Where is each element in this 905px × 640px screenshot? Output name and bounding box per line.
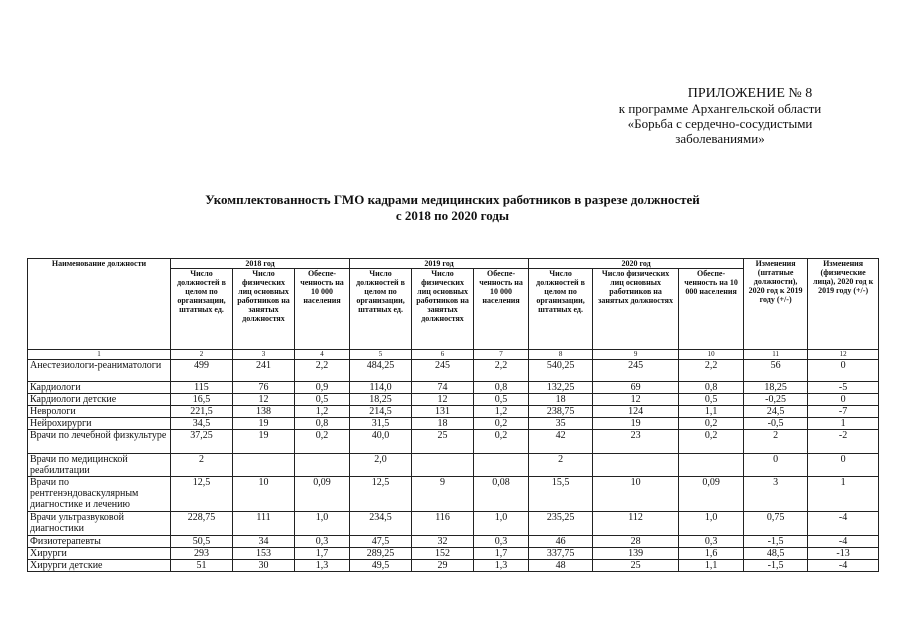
value-cell: 10 [233,477,295,512]
table-row [28,560,879,572]
value-cell: 25 [593,560,679,572]
value-cell: 0 [808,394,879,406]
value-cell: 74 [412,382,474,394]
value-cell: 0 [808,454,879,477]
header-2020-staff-units: Число должностей в целом по организации, штатных ед. [529,269,593,350]
appendix-line-1: к программе Архангельской области [618,101,822,116]
document-title-line-2: с 2018 по 2020 годы [395,208,510,223]
value-cell: 35 [529,418,593,430]
staffing-table [27,258,879,572]
table-row [28,454,879,477]
value-cell [233,454,295,477]
value-cell: 0 [744,454,808,477]
value-cell: 111 [233,512,295,536]
value-cell: 234,5 [350,512,412,536]
value-cell: 25 [412,430,474,454]
value-cell: -4 [808,560,879,572]
value-cell: 214,5 [350,406,412,418]
header-year-2019: 2019 год [350,259,529,269]
value-cell: 2 [529,454,593,477]
value-cell: 540,25 [529,360,593,382]
value-cell: 1,7 [474,548,529,560]
column-number: 12 [808,350,879,360]
value-cell: 131 [412,406,474,418]
position-name-cell: Неврологи [28,406,171,418]
value-cell: 0,2 [474,430,529,454]
header-2019-staff-units: Число должностей в целом по организации, штатных ед. [350,269,412,350]
header-2018-physical-persons: Число физических лиц основных работников на занятых должностях [233,269,295,350]
value-cell: -1,5 [744,560,808,572]
value-cell: 32 [412,536,474,548]
value-cell: 0,8 [679,382,744,394]
header-position-name: Наименование должности [28,259,171,350]
value-cell: 124 [593,406,679,418]
value-cell: 2,2 [474,360,529,382]
value-cell: 51 [171,560,233,572]
value-cell [679,454,744,477]
value-cell: 0,5 [679,394,744,406]
value-cell: 40,0 [350,430,412,454]
value-cell [295,454,350,477]
value-cell: 114,0 [350,382,412,394]
value-cell: 1,1 [679,406,744,418]
position-name-cell: Хирурги детские [28,560,171,572]
value-cell: 47,5 [350,536,412,548]
header-2020-provision: Обеспе-ченность на 10 000 населения [679,269,744,350]
value-cell: 49,5 [350,560,412,572]
header-2019-physical-persons: Число физических лиц основных работников на занятых должностях [412,269,474,350]
appendix-block [560,86,880,146]
value-cell: 235,25 [529,512,593,536]
value-cell: 0,9 [295,382,350,394]
position-name-cell: Врачи по рентгенэндоваскулярным диагностике и лечению [28,477,171,512]
value-cell: 29 [412,560,474,572]
value-cell: 1,7 [295,548,350,560]
value-cell: 0,2 [679,430,744,454]
value-cell: 18 [412,418,474,430]
value-cell: 2 [171,454,233,477]
value-cell: 2,0 [350,454,412,477]
position-name-cell: Кардиологи [28,382,171,394]
value-cell: -5 [808,382,879,394]
value-cell: 19 [233,430,295,454]
value-cell: 1,0 [474,512,529,536]
value-cell: 0,3 [679,536,744,548]
value-cell: 28 [593,536,679,548]
value-cell: 19 [233,418,295,430]
table-row [28,477,879,512]
value-cell: -2 [808,430,879,454]
value-cell: 76 [233,382,295,394]
value-cell: 2,2 [679,360,744,382]
header-2018-provision: Обеспе-ченность на 10 000 населения [295,269,350,350]
value-cell: 221,5 [171,406,233,418]
value-cell: -0,25 [744,394,808,406]
column-number: 1 [28,350,171,360]
header-change-phys: Изменения (физические лица), 2020 год к 2019 году (+/-) [808,259,879,350]
value-cell: 115 [171,382,233,394]
column-number: 8 [529,350,593,360]
value-cell: 42 [529,430,593,454]
column-number: 4 [295,350,350,360]
value-cell: 1,0 [679,512,744,536]
table-row [28,430,879,454]
value-cell: -7 [808,406,879,418]
appendix-line-3: заболеваниями» [675,131,765,146]
staffing-table-body [28,360,879,572]
value-cell [474,454,529,477]
position-name-cell: Физиотерапевты [28,536,171,548]
value-cell: 1,6 [679,548,744,560]
value-cell: 153 [233,548,295,560]
document-title-line-1: Укомплектованность ГМО кадрами медицинских работников в разрезе должностей [205,192,700,207]
value-cell: 18 [529,394,593,406]
column-number: 9 [593,350,679,360]
value-cell: 0,08 [474,477,529,512]
value-cell: 0,3 [474,536,529,548]
value-cell: 12 [593,394,679,406]
value-cell: 0,2 [474,418,529,430]
position-name-cell: Нейрохирурги [28,418,171,430]
value-cell: 139 [593,548,679,560]
table-row [28,536,879,548]
value-cell: 31,5 [350,418,412,430]
table-row [28,548,879,560]
value-cell: 56 [744,360,808,382]
table-row [28,360,879,382]
table-row [28,512,879,536]
value-cell: -1,5 [744,536,808,548]
value-cell: 15,5 [529,477,593,512]
position-name-cell: Анестезиологи-реаниматологи [28,360,171,382]
position-name-cell: Хирурги [28,548,171,560]
value-cell: 23 [593,430,679,454]
value-cell: 245 [412,360,474,382]
value-cell: 0,8 [295,418,350,430]
value-cell: 12 [233,394,295,406]
value-cell [593,454,679,477]
value-cell: 18,25 [744,382,808,394]
position-name-cell: Врачи ультразвуковой диагностики [28,512,171,536]
value-cell [412,454,474,477]
value-cell: 2,2 [295,360,350,382]
value-cell: 12,5 [171,477,233,512]
value-cell: 0,5 [295,394,350,406]
value-cell: 138 [233,406,295,418]
header-2018-staff-units: Число должностей в целом по организации, штатных ед. [171,269,233,350]
value-cell: 1 [808,477,879,512]
table-row [28,394,879,406]
value-cell: 112 [593,512,679,536]
column-number: 3 [233,350,295,360]
value-cell: 37,25 [171,430,233,454]
position-name-cell: Врачи по лечебной физкультуре [28,430,171,454]
value-cell: 241 [233,360,295,382]
value-cell: 24,5 [744,406,808,418]
column-number: 2 [171,350,233,360]
table-row [28,418,879,430]
position-name-cell: Врачи по медицинской реабилитации [28,454,171,477]
column-number: 7 [474,350,529,360]
column-number: 11 [744,350,808,360]
column-number: 10 [679,350,744,360]
value-cell: 1,3 [474,560,529,572]
value-cell: 0,3 [295,536,350,548]
value-cell: 10 [593,477,679,512]
header-2020-physical-persons: Число физических лиц основных работников на занятых должностях [593,269,679,350]
value-cell: 16,5 [171,394,233,406]
value-cell: 1,1 [679,560,744,572]
table-row [28,406,879,418]
value-cell: 30 [233,560,295,572]
value-cell: 12 [412,394,474,406]
value-cell: 289,25 [350,548,412,560]
value-cell: -4 [808,512,879,536]
value-cell: 0,8 [474,382,529,394]
value-cell: 19 [593,418,679,430]
value-cell: 46 [529,536,593,548]
value-cell: 1,2 [295,406,350,418]
value-cell: 0,75 [744,512,808,536]
value-cell: 12,5 [350,477,412,512]
value-cell: 293 [171,548,233,560]
header-year-2018: 2018 год [171,259,350,269]
value-cell: 3 [744,477,808,512]
value-cell: 116 [412,512,474,536]
value-cell: -13 [808,548,879,560]
value-cell: 152 [412,548,474,560]
value-cell: 69 [593,382,679,394]
value-cell: 34 [233,536,295,548]
value-cell: 0,2 [679,418,744,430]
value-cell: 0,5 [474,394,529,406]
value-cell: 50,5 [171,536,233,548]
document-title [0,192,905,224]
value-cell: 2 [744,430,808,454]
value-cell: 34,5 [171,418,233,430]
value-cell: 228,75 [171,512,233,536]
value-cell: 0,2 [295,430,350,454]
value-cell: 484,25 [350,360,412,382]
value-cell: -0,5 [744,418,808,430]
value-cell: 1,3 [295,560,350,572]
value-cell: 9 [412,477,474,512]
value-cell: 0,09 [295,477,350,512]
value-cell: 132,25 [529,382,593,394]
value-cell: 1,0 [295,512,350,536]
value-cell: 1,2 [474,406,529,418]
value-cell: 18,25 [350,394,412,406]
value-cell: 245 [593,360,679,382]
value-cell: 48 [529,560,593,572]
column-numbers-row [28,350,879,360]
value-cell: 1 [808,418,879,430]
column-number: 5 [350,350,412,360]
value-cell: -4 [808,536,879,548]
value-cell: 48,5 [744,548,808,560]
header-2019-provision: Обеспе-ченность на 10 000 населения [474,269,529,350]
appendix-title: ПРИЛОЖЕНИЕ № 8 [687,86,813,101]
staffing-table-wrap [27,258,879,572]
value-cell: 337,75 [529,548,593,560]
value-cell: 0 [808,360,879,382]
column-number: 6 [412,350,474,360]
table-row [28,382,879,394]
header-change-staff: Изменения (штатные должности), 2020 год к 2019 году (+/-) [744,259,808,350]
value-cell: 0,09 [679,477,744,512]
value-cell: 238,75 [529,406,593,418]
appendix-line-2: «Борьба с сердечно-сосудистыми [627,116,813,131]
header-year-2020: 2020 год [529,259,744,269]
position-name-cell: Кардиологи детские [28,394,171,406]
value-cell: 499 [171,360,233,382]
